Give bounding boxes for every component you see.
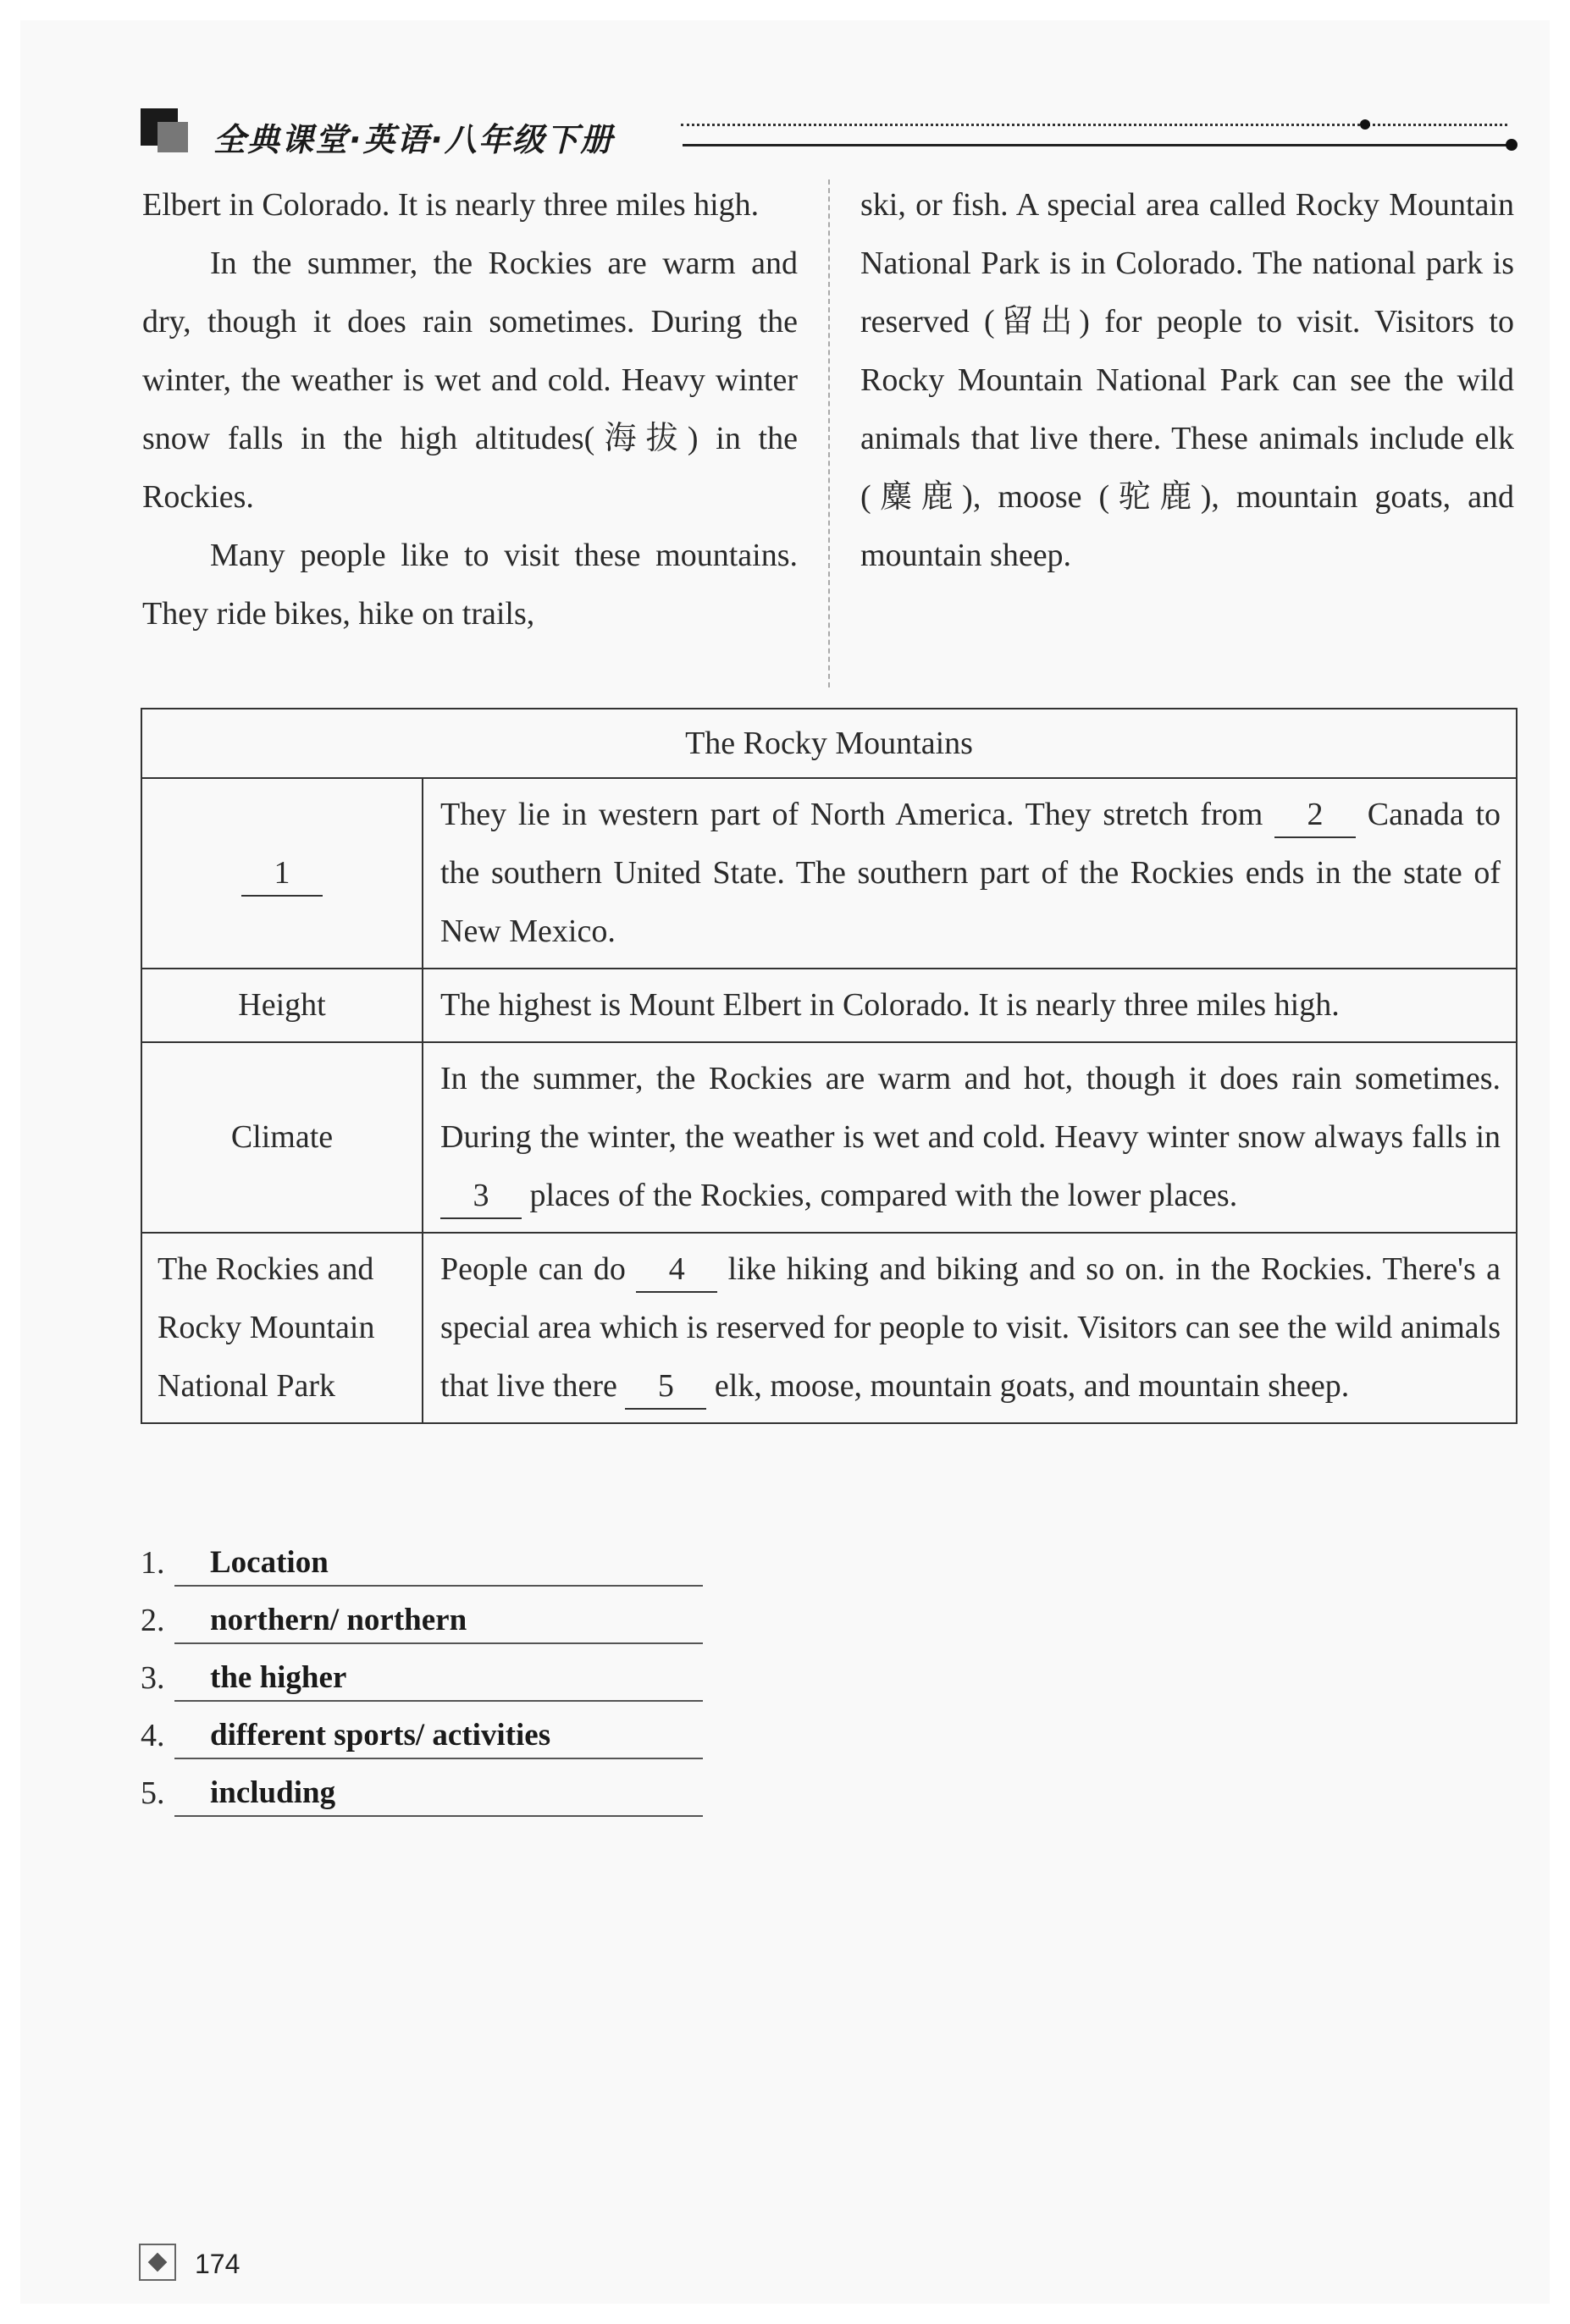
diamond-icon (139, 2244, 176, 2281)
answer-underline (174, 1642, 703, 1644)
row-label-cell: Climate (141, 1042, 423, 1233)
answer-text[interactable]: Location (210, 1545, 329, 1580)
answer-number: 1. (141, 1545, 165, 1581)
summary-table (141, 708, 1517, 1424)
header-logo-shadow (158, 122, 188, 152)
cell-text: like hiking and biking and so on. in the Rockies. There's a special area which is reserved for people to visit. Visitors can see the wild animals that live there (440, 1251, 1501, 1404)
table-row (141, 1042, 1517, 1233)
header-title: 全典课堂·英语·八年级下册 (213, 121, 614, 158)
passage-right-column (860, 176, 1514, 585)
header-end-dot (1506, 139, 1517, 151)
answer-text[interactable]: northern/ northern (210, 1603, 467, 1637)
row-content-cell (423, 1042, 1517, 1233)
table-title: The Rocky Mountains (141, 709, 1517, 778)
answer-list (141, 1537, 733, 1825)
column-divider (828, 179, 830, 687)
answer-text[interactable]: the higher (210, 1660, 347, 1695)
header-dot (1360, 119, 1370, 130)
answer-number: 2. (141, 1603, 165, 1638)
table-row (141, 778, 1517, 969)
passage-paragraph: Elbert in Colorado. It is nearly three miles high. (142, 187, 760, 223)
passage-paragraph: Many people like to visit these mountains. They ride bikes, hike on trails, (142, 538, 798, 632)
blank-5[interactable]: 5 (625, 1364, 706, 1410)
answer-underline (174, 1700, 703, 1702)
row-content-cell (423, 1233, 1517, 1423)
blank-2[interactable]: 2 (1274, 792, 1356, 838)
cell-text: People can do (440, 1251, 626, 1287)
table-row (141, 1233, 1517, 1423)
passage-paragraph: In the summer, the Rockies are warm and dry, though it does rain sometimes. During the winter, the weather is wet and cold. Heavy winter snow falls in the high altitudes(海拔) in the Rockies. (142, 246, 798, 515)
blank-1[interactable]: 1 (241, 851, 323, 897)
answer-item (141, 1710, 733, 1768)
row-label-cell: Height (141, 969, 423, 1042)
row-content-cell: The highest is Mount Elbert in Colorado. It is nearly three miles high. (423, 969, 1517, 1042)
row-label-cell: The Rockies and Rocky Mountain National Park (141, 1233, 423, 1423)
cell-text: They lie in western part of North America. They stretch from (440, 797, 1263, 832)
answer-item (141, 1537, 733, 1595)
cell-text: places of the Rockies, compared with the lower places. (529, 1178, 1238, 1213)
cell-text: elk, moose, mountain goats, and mountain sheep. (714, 1368, 1350, 1404)
cell-text: Canada to the southern United State. The southern part of the Rockies ends in the state of New Mexico. (440, 797, 1501, 949)
table-row (141, 969, 1517, 1042)
answer-number: 3. (141, 1660, 165, 1696)
page-header (141, 108, 1521, 159)
header-dotted-rule (681, 124, 1507, 126)
answer-underline (174, 1585, 703, 1587)
passage-paragraph: ski, or fish. A special area called Rocky Mountain National Park is in Colorado. The national park is reserved (留出) for people to visit. Visitors to Rocky Mountain National Park can see the wild animals that live there. These animals include elk (麋鹿), moose (驼鹿), mountain goats, and mountain sheep. (860, 187, 1514, 573)
table-title-row (141, 709, 1517, 778)
answer-number: 5. (141, 1775, 165, 1811)
blank-3[interactable]: 3 (440, 1173, 522, 1219)
header-solid-rule (683, 144, 1512, 146)
answer-underline (174, 1758, 703, 1759)
answer-text[interactable]: including (210, 1775, 336, 1810)
answer-underline (174, 1815, 703, 1817)
page-number: 174 (195, 2249, 240, 2279)
blank-4[interactable]: 4 (636, 1247, 717, 1293)
row-label-cell (141, 778, 423, 969)
passage-left-column (142, 176, 798, 643)
answer-number: 4. (141, 1718, 165, 1753)
answer-item (141, 1653, 733, 1710)
answer-item (141, 1768, 733, 1825)
answer-text[interactable]: different sports/ activities (210, 1718, 551, 1753)
answer-item (141, 1595, 733, 1653)
cell-text: In the summer, the Rockies are warm and hot, though it does rain sometimes. During the winter, the weather is wet and cold. Heavy winter snow always falls in (440, 1061, 1501, 1155)
row-content-cell (423, 778, 1517, 969)
